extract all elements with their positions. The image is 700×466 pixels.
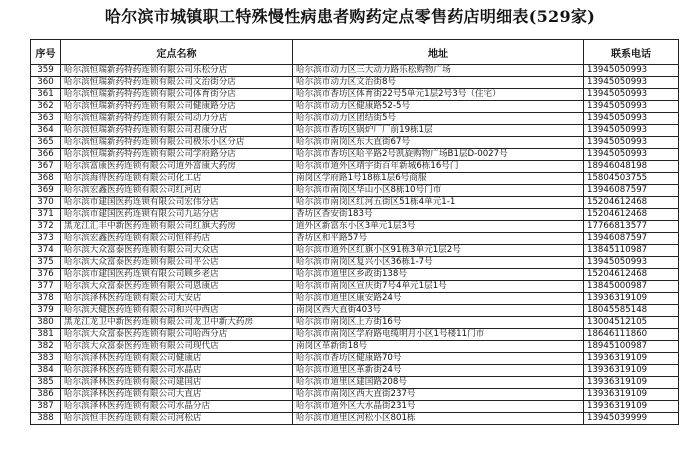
cell-address: 哈尔滨市道里区革新街24号 [293, 365, 584, 377]
table-row [31, 221, 679, 233]
table-row [31, 269, 679, 281]
cell-phone: 13945050993 [584, 89, 679, 101]
cell-address: 哈尔滨市动力区文治街8号 [293, 77, 584, 89]
cell-id: 375 [31, 257, 61, 269]
cell-phone: 18045585148 [584, 305, 679, 317]
cell-address: 哈尔滨市动力区团结街5号 [293, 113, 584, 125]
cell-id: 381 [31, 329, 61, 341]
cell-phone: 13946087597 [584, 233, 679, 245]
cell-id: 387 [31, 401, 61, 413]
table-row [31, 293, 679, 305]
cell-phone: 13945050993 [584, 257, 679, 269]
cell-address: 哈尔滨市南岗区华山小区8栋10号门市 [293, 185, 584, 197]
column-header-id: 序号 [31, 40, 61, 65]
table-row [31, 89, 679, 101]
cell-id: 380 [31, 317, 61, 329]
cell-phone: 13945039999 [584, 413, 679, 425]
table-row [31, 329, 679, 341]
cell-id: 388 [31, 413, 61, 425]
cell-id: 378 [31, 293, 61, 305]
table-row [31, 197, 679, 209]
cell-phone: 15204612468 [584, 269, 679, 281]
table-row [31, 245, 679, 257]
cell-id: 367 [31, 161, 61, 173]
cell-phone: 15204612468 [584, 197, 679, 209]
cell-address: 哈尔滨市香坊区锅炉厂厂前19栋1层 [293, 125, 584, 137]
cell-id: 370 [31, 197, 61, 209]
cell-name: 哈尔滨恒瑞新药特药连锁有限公司文治街分店 [61, 77, 293, 89]
cell-address: 南岗区西大直街403号 [293, 305, 584, 317]
cell-id: 372 [31, 221, 61, 233]
cell-name: 黑龙江龙卫中新医药连锁有限公司龙卫中新大药房 [61, 317, 293, 329]
cell-address: 哈尔滨市香坊区哈平路2号凯旋购物广场B1层D-0027号 [293, 149, 584, 161]
table-row [31, 257, 679, 269]
cell-id: 376 [31, 269, 61, 281]
cell-id: 364 [31, 125, 61, 137]
cell-id: 366 [31, 149, 61, 161]
cell-id: 382 [31, 341, 61, 353]
cell-phone: 13845000987 [584, 281, 679, 293]
table-row [31, 233, 679, 245]
table-row [31, 209, 679, 221]
cell-address: 哈尔滨市道里区建国路208号 [293, 377, 584, 389]
table-row [31, 77, 679, 89]
cell-id: 368 [31, 173, 61, 185]
cell-name: 哈尔滨泽林医药连锁有限公司水晶分店 [61, 401, 293, 413]
table-row [31, 389, 679, 401]
table-row [31, 113, 679, 125]
cell-phone: 13945050993 [584, 65, 679, 77]
cell-name: 哈尔滨大众富泰医药连锁有限公司平公店 [61, 257, 293, 269]
cell-phone: 13945050993 [584, 137, 679, 149]
cell-id: 360 [31, 77, 61, 89]
cell-phone: 13936319109 [584, 365, 679, 377]
cell-address: 哈尔滨市道里区乡政街138号 [293, 269, 584, 281]
cell-phone: 13936319109 [584, 293, 679, 305]
cell-address: 哈尔滨市南岗区西大直街237号 [293, 389, 584, 401]
cell-address: 哈尔滨市道外区红旗小区91栋3单元1层2号 [293, 245, 584, 257]
cell-name: 哈尔滨恒瑞新药特药连锁有限公司极乐小区分店 [61, 137, 293, 149]
cell-phone: 15204612468 [584, 209, 679, 221]
table-row [31, 377, 679, 389]
cell-address: 哈尔滨市动力区健康路52-5号 [293, 101, 584, 113]
cell-name: 哈尔滨宏鑫医药连锁有限公司恒祥药店 [61, 233, 293, 245]
cell-id: 383 [31, 353, 61, 365]
cell-address: 道外区新富东小区3单元1层3号 [293, 221, 584, 233]
cell-name: 哈尔滨泽林医药连锁有限公司大安店 [61, 293, 293, 305]
cell-name: 哈尔滨恒瑞新药特药连锁有限公司动力分店 [61, 113, 293, 125]
cell-name: 哈尔滨大众富泰医药连锁有限公司恩康店 [61, 281, 293, 293]
table-row [31, 281, 679, 293]
cell-phone: 13945050993 [584, 149, 679, 161]
table-row [31, 65, 679, 77]
cell-address: 哈尔滨市动力区三大动力路乐松购物广场 [293, 65, 584, 77]
cell-phone: 13936319109 [584, 353, 679, 365]
cell-name: 哈尔滨恒瑞新药特药连锁有限公司体育街分店 [61, 89, 293, 101]
table-row [31, 365, 679, 377]
column-header-name: 定点名称 [61, 40, 293, 65]
cell-id: 363 [31, 113, 61, 125]
cell-phone: 13845110987 [584, 245, 679, 257]
table-row [31, 305, 679, 317]
table-row [31, 317, 679, 329]
cell-phone: 13936319109 [584, 377, 679, 389]
table-row [31, 401, 679, 413]
cell-name: 哈尔滨泽林医药连锁有限公司建国店 [61, 377, 293, 389]
cell-id: 369 [31, 185, 61, 197]
cell-name: 哈尔滨市建国医药连锁有限公司顾乡老店 [61, 269, 293, 281]
cell-phone: 13946087597 [584, 185, 679, 197]
cell-id: 374 [31, 245, 61, 257]
cell-name: 哈尔滨市建国医药连锁有限公司九站分店 [61, 209, 293, 221]
cell-address: 哈尔滨市南岗区宣庆街7号4单元1层1号 [293, 281, 584, 293]
cell-phone: 17766813577 [584, 221, 679, 233]
document-title: 哈尔滨市城镇职工特殊慢性病患者购药定点零售药店明细表(529家) [104, 7, 596, 26]
cell-name: 哈尔滨大众富泰医药连锁有限公司哈西分店 [61, 329, 293, 341]
table-row [31, 173, 679, 185]
cell-name: 哈尔滨天健医药连锁有限公司和兴中西店 [61, 305, 293, 317]
cell-name: 哈尔滨恒瑞新药特药连锁有限公司君康分店 [61, 125, 293, 137]
cell-name: 哈尔滨大众富泰医药连锁有限公司现代店 [61, 341, 293, 353]
cell-phone: 13945050993 [584, 101, 679, 113]
cell-address: 哈尔滨市南岗区红河五街区51栋4单元1-1 [293, 197, 584, 209]
cell-address: 南岗区学府路1号18栋1层6号商服 [293, 173, 584, 185]
cell-name: 哈尔滨泽林医药连锁有限公司大直店 [61, 389, 293, 401]
cell-phone: 13004512105 [584, 317, 679, 329]
cell-address: 哈尔滨市香坊区健康路70号 [293, 353, 584, 365]
cell-id: 377 [31, 281, 61, 293]
cell-id: 362 [31, 101, 61, 113]
cell-address: 哈尔滨市南岗区东大直街67号 [293, 137, 584, 149]
table-row [31, 161, 679, 173]
cell-phone: 13936319109 [584, 389, 679, 401]
table-header-row [31, 40, 679, 65]
table-row [31, 353, 679, 365]
pharmacy-table [30, 39, 679, 425]
cell-phone: 13945050993 [584, 77, 679, 89]
cell-phone: 18646111860 [584, 329, 679, 341]
table-row [31, 185, 679, 197]
cell-id: 361 [31, 89, 61, 101]
cell-address: 哈尔滨市香坊区体育街22号5单元1层2号3号（住宅） [293, 89, 584, 101]
cell-address: 哈尔滨市道外区靖宇街百年新城6栋16号门 [293, 161, 584, 173]
cell-name: 哈尔滨泽林医药连锁有限公司水晶店 [61, 365, 293, 377]
cell-name: 哈尔滨宏鑫医药连锁有限公司红河店 [61, 185, 293, 197]
table-row [31, 101, 679, 113]
table-row [31, 341, 679, 353]
cell-id: 365 [31, 137, 61, 149]
cell-phone: 18946048198 [584, 161, 679, 173]
cell-name: 哈尔滨恒瑞新药特药连锁有限公司乐松分店 [61, 65, 293, 77]
cell-name: 哈尔滨泽林医药连锁有限公司健康店 [61, 353, 293, 365]
cell-address: 哈尔滨市道里区河松小区801栋 [293, 413, 584, 425]
cell-address: 哈尔滨市南岗区学府路电缆明月小区1号楼11门市 [293, 329, 584, 341]
cell-phone: 13945050993 [584, 113, 679, 125]
cell-address: 哈尔滨市南岗区上方街16号 [293, 317, 584, 329]
cell-name: 哈尔滨海得医药连锁有限公司化工店 [61, 173, 293, 185]
cell-address: 哈尔滨市道外区大水晶街231号 [293, 401, 584, 413]
cell-id: 386 [31, 389, 61, 401]
cell-phone: 13936319109 [584, 401, 679, 413]
cell-phone: 18945100987 [584, 341, 679, 353]
cell-id: 371 [31, 209, 61, 221]
table-row [31, 149, 679, 161]
cell-address: 香坊区和平路57号 [293, 233, 584, 245]
cell-phone: 13945050993 [584, 125, 679, 137]
cell-id: 373 [31, 233, 61, 245]
column-header-phone: 联系电话 [584, 40, 679, 65]
cell-name: 哈尔滨大众富泰医药连锁有限公司大众店 [61, 245, 293, 257]
table-row [31, 137, 679, 149]
cell-name: 哈尔滨富康医药连锁有限公司道外富康大药房 [61, 161, 293, 173]
cell-name: 哈尔滨市建国医药连锁有限公司宏伟分店 [61, 197, 293, 209]
table-row [31, 125, 679, 137]
table-body [31, 65, 679, 425]
cell-name: 哈尔滨恒瑞新药特药连锁有限公司学府路分店 [61, 149, 293, 161]
cell-name: 哈尔滨恒丰医药连锁有限公司河松店 [61, 413, 293, 425]
cell-address: 哈尔滨市道里区康安路24号 [293, 293, 584, 305]
cell-name: 黑龙江汇丰中新医药连锁有限公司红旗大药房 [61, 221, 293, 233]
cell-id: 379 [31, 305, 61, 317]
cell-id: 384 [31, 365, 61, 377]
cell-name: 哈尔滨恒瑞新药特药连锁有限公司健康路分店 [61, 101, 293, 113]
table-row [31, 413, 679, 425]
cell-address: 南岗区革新街18号 [293, 341, 584, 353]
cell-id: 385 [31, 377, 61, 389]
cell-address: 哈尔滨市南岗区复兴小区36栋1-7号 [293, 257, 584, 269]
column-header-address: 地址 [293, 40, 584, 65]
cell-id: 359 [31, 65, 61, 77]
cell-address: 香坊区香安街183号 [293, 209, 584, 221]
cell-phone: 15804503755 [584, 173, 679, 185]
